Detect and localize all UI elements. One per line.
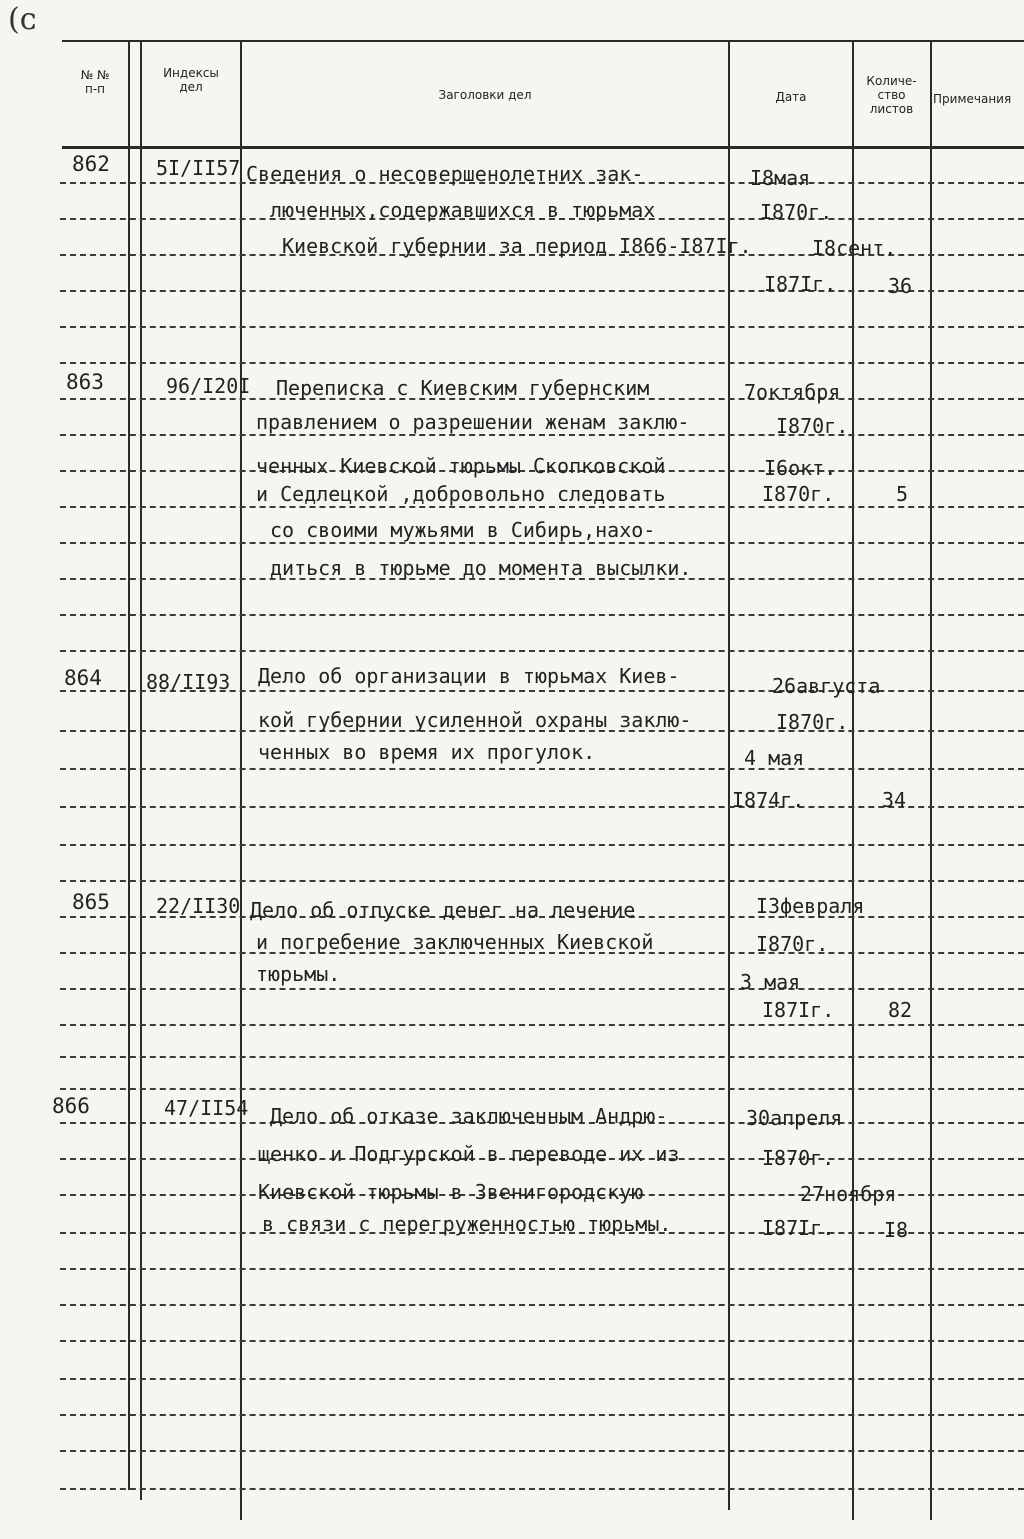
entry-number: 866 — [52, 1094, 90, 1118]
header-titles: Заголовки дел — [438, 88, 532, 102]
entry-date-line: 4 мая — [744, 746, 805, 770]
entry-title-line: Переписка с Киевским губернским — [276, 376, 650, 400]
entry-number: 863 — [66, 370, 104, 394]
entry-index: 96/I20I — [166, 374, 251, 398]
header-sheets: Количе- ство листов — [866, 74, 917, 116]
entry-date-line: 30апреля — [746, 1106, 843, 1130]
entry-date-line: I8мая — [750, 166, 811, 190]
entry-date-line: I870г. — [762, 482, 835, 506]
entry-date-line: I3февраля — [756, 894, 865, 918]
entry-date-line: I87Iг. — [764, 272, 837, 296]
entry-index: 88/II93 — [146, 670, 231, 694]
header-index: Индексы дел — [163, 66, 219, 94]
header-bottom-border — [62, 146, 1024, 149]
column-divider-5 — [852, 40, 854, 1520]
page-number-mark: (ᴄ — [8, 2, 37, 37]
entry-title-line: люченных,содержавшихся в тюрьмах — [270, 198, 656, 222]
entry-title-line: ченных Киевской тюрьмы Скопковской — [256, 454, 666, 478]
entry-date-line: 26августа — [772, 674, 881, 698]
entry-title-line: кой губернии усиленной охраны заклю- — [258, 708, 692, 732]
entry-sheets: 82 — [888, 998, 913, 1022]
entry-title-line: Киевской губернии за период I866-I87Iг. — [282, 234, 752, 258]
entry-title-line: и Седлецкой ,добровольно следовать — [256, 482, 666, 506]
entry-date-line: I870г. — [760, 200, 833, 224]
entry-sheets: 34 — [882, 788, 907, 812]
entry-number: 865 — [72, 890, 110, 914]
entry-title-line: со своими мужьями в Сибирь,нахо- — [270, 518, 656, 542]
entry-date-line: I870г. — [776, 710, 849, 734]
entry-date-line: 3 мая — [740, 970, 801, 994]
entry-number: 864 — [64, 666, 102, 690]
entry-index: 5I/II57 — [156, 156, 241, 180]
entry-date-line: I870г. — [762, 1146, 835, 1170]
entry-date-line: I6окт. — [764, 456, 837, 480]
entry-title-line: ченных во время их прогулок. — [258, 740, 596, 764]
header-number: № № п-п — [80, 68, 110, 96]
header-date: Дата — [775, 90, 807, 104]
entry-date-line: I874г. — [732, 788, 805, 812]
column-divider-4 — [728, 40, 730, 1510]
entry-title-line: правлением о разрешении женам заклю- — [256, 410, 690, 434]
entry-title-line: тюрьмы. — [256, 962, 341, 986]
entry-sheets: 36 — [888, 274, 913, 298]
column-divider-6 — [930, 40, 932, 1520]
entry-date-line: I8сент. — [812, 236, 897, 260]
entry-date-line: I870г. — [776, 414, 849, 438]
entry-title-line: Киевской тюрьмы в Звенигородскую — [258, 1180, 644, 1204]
entry-title-line: Сведения о несовершенолетних зак- — [246, 162, 644, 186]
table-top-border — [62, 40, 1024, 42]
entry-title-line: и погребение заключенных Киевской — [256, 930, 654, 954]
entry-title-line: Дело об отпуске денег на лечение — [250, 898, 636, 922]
entry-number: 862 — [72, 152, 110, 176]
entry-index: 22/II30 — [156, 894, 241, 918]
column-divider-1 — [128, 40, 130, 1490]
column-divider-2 — [140, 40, 142, 1500]
entry-title-line: Дело об организации в тюрьмах Киев- — [258, 664, 680, 688]
entry-date-line: I870г. — [756, 932, 829, 956]
column-divider-3 — [240, 40, 242, 1520]
entry-title-line: диться в тюрьме до момента высылки. — [270, 556, 692, 580]
header-notes: Примечания — [933, 92, 1012, 106]
entry-sheets: 5 — [896, 482, 909, 506]
entry-date-line: I87Iг. — [762, 1216, 835, 1240]
entry-index: 47/II54 — [164, 1096, 249, 1120]
entry-date-line: 27ноября — [800, 1182, 897, 1206]
entry-date-line: I87Iг. — [762, 998, 835, 1022]
entry-sheets: I8 — [884, 1218, 909, 1242]
entry-title-line: Дело об отказе заключенным Андрю- — [270, 1104, 668, 1128]
entry-title-line: щенко и Подгурской в переводе их из — [258, 1142, 680, 1166]
entry-title-line: в связи с перегруженностью тюрьмы. — [262, 1212, 672, 1236]
entry-date-line: 7октября — [744, 380, 841, 404]
